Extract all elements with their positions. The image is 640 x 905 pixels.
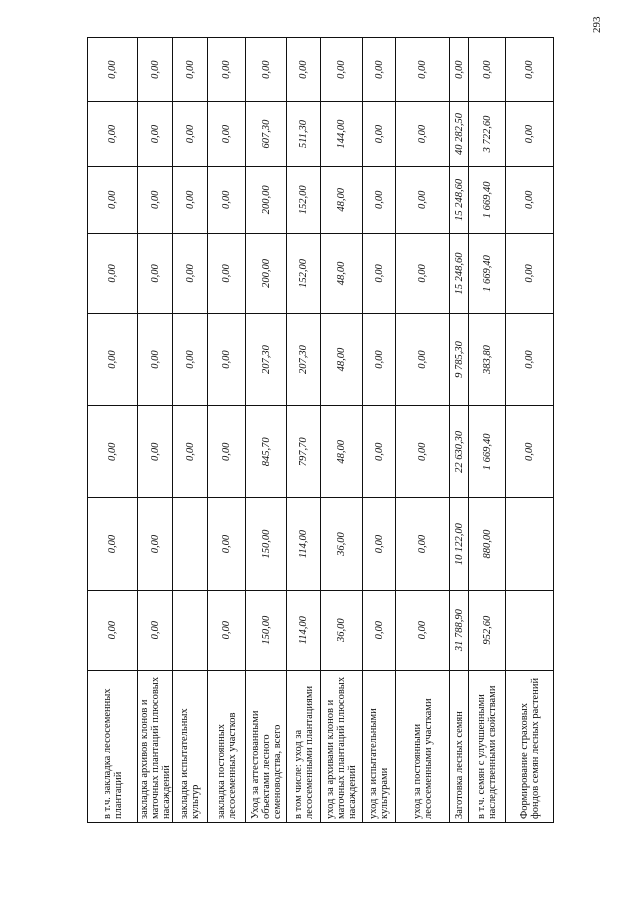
value-cell: 0,00 <box>363 313 396 405</box>
value-cell: 0,00 <box>138 406 173 498</box>
value-cell: 0,00 <box>363 590 396 670</box>
value-cell: 48,00 <box>321 166 363 233</box>
value-cell: 48,00 <box>321 406 363 498</box>
value-cell: 0,00 <box>138 38 173 102</box>
table-row <box>173 38 208 823</box>
value-cell: 0,00 <box>138 590 173 670</box>
value-cell: 0,00 <box>138 313 173 405</box>
seed-production-table <box>87 37 554 823</box>
row-label: в том числе: уход за лесосеменными плантациями <box>287 670 321 822</box>
value-cell: 31 788,90 <box>450 590 469 670</box>
table-row <box>363 38 396 823</box>
table-row <box>287 38 321 823</box>
row-label: уход за постоянными лесосеменными участками <box>396 670 450 822</box>
value-cell: 0,00 <box>287 38 321 102</box>
value-cell: 0,00 <box>396 102 450 166</box>
row-label: уход за архивами клонов и маточных плантаций плюсовых насаждений <box>321 670 363 822</box>
table-row <box>450 38 469 823</box>
value-cell: 0,00 <box>363 166 396 233</box>
value-cell: 0,00 <box>363 38 396 102</box>
table-row <box>246 38 287 823</box>
table-row <box>506 38 554 823</box>
row-label: уход за испытательными культурами <box>363 670 396 822</box>
value-cell: 48,00 <box>321 234 363 314</box>
value-cell <box>173 498 208 590</box>
value-cell: 383,80 <box>469 313 506 405</box>
value-cell: 0,00 <box>506 38 554 102</box>
value-cell: 0,00 <box>88 498 138 590</box>
value-cell: 0,00 <box>173 313 208 405</box>
value-cell: 0,00 <box>506 313 554 405</box>
value-cell: 15 248,60 <box>450 166 469 233</box>
value-cell: 0,00 <box>88 590 138 670</box>
value-cell: 0,00 <box>88 234 138 314</box>
value-cell: 200,00 <box>246 166 287 233</box>
value-cell: 0,00 <box>208 590 246 670</box>
table-row <box>321 38 363 823</box>
value-cell: 0,00 <box>138 166 173 233</box>
value-cell: 0,00 <box>88 313 138 405</box>
value-cell: 150,00 <box>246 498 287 590</box>
value-cell: 144,00 <box>321 102 363 166</box>
value-cell: 0,00 <box>88 102 138 166</box>
value-cell: 0,00 <box>450 38 469 102</box>
value-cell: 10 122,00 <box>450 498 469 590</box>
value-cell: 0,00 <box>506 166 554 233</box>
row-label: в т.ч. семян с улучшенными наследственными свойствами <box>469 670 506 822</box>
value-cell: 0,00 <box>138 234 173 314</box>
table-row <box>88 38 138 823</box>
value-cell: 0,00 <box>363 234 396 314</box>
value-cell: 0,00 <box>396 498 450 590</box>
value-cell: 36,00 <box>321 498 363 590</box>
value-cell: 0,00 <box>138 498 173 590</box>
value-cell: 0,00 <box>173 38 208 102</box>
value-cell: 150,00 <box>246 590 287 670</box>
page-number: 293 <box>591 16 603 33</box>
value-cell: 0,00 <box>138 102 173 166</box>
value-cell: 152,00 <box>287 166 321 233</box>
value-cell: 207,30 <box>287 313 321 405</box>
value-cell: 797,70 <box>287 406 321 498</box>
value-cell <box>506 498 554 590</box>
table-row <box>396 38 450 823</box>
value-cell: 0,00 <box>173 234 208 314</box>
value-cell: 0,00 <box>396 406 450 498</box>
value-cell: 0,00 <box>208 102 246 166</box>
value-cell: 0,00 <box>208 406 246 498</box>
row-label: закладка архивов клонов и маточных плантаций плюсовых насаждений <box>138 670 173 822</box>
value-cell <box>506 590 554 670</box>
value-cell: 0,00 <box>363 498 396 590</box>
value-cell: 40 282,50 <box>450 102 469 166</box>
value-cell: 36,00 <box>321 590 363 670</box>
value-cell: 845,70 <box>246 406 287 498</box>
value-cell: 0,00 <box>469 38 506 102</box>
value-cell: 200,00 <box>246 234 287 314</box>
value-cell: 1 669,40 <box>469 234 506 314</box>
value-cell: 607,30 <box>246 102 287 166</box>
value-cell: 0,00 <box>208 313 246 405</box>
value-cell: 1 669,40 <box>469 406 506 498</box>
value-cell: 0,00 <box>396 313 450 405</box>
value-cell: 0,00 <box>396 38 450 102</box>
value-cell: 0,00 <box>208 166 246 233</box>
row-label: Заготовка лесных семян <box>450 670 469 822</box>
value-cell: 880,00 <box>469 498 506 590</box>
value-cell: 0,00 <box>363 102 396 166</box>
table-row <box>138 38 173 823</box>
value-cell: 207,30 <box>246 313 287 405</box>
value-cell: 0,00 <box>506 234 554 314</box>
value-cell: 3 722,60 <box>469 102 506 166</box>
value-cell: 9 785,30 <box>450 313 469 405</box>
value-cell: 0,00 <box>506 102 554 166</box>
value-cell: 0,00 <box>506 406 554 498</box>
value-cell: 952,60 <box>469 590 506 670</box>
value-cell: 0,00 <box>173 406 208 498</box>
value-cell <box>173 590 208 670</box>
value-cell: 511,30 <box>287 102 321 166</box>
row-label: закладка постоянных лесосеменных участков <box>208 670 246 822</box>
value-cell: 0,00 <box>208 498 246 590</box>
value-cell: 0,00 <box>396 166 450 233</box>
value-cell: 0,00 <box>321 38 363 102</box>
value-cell: 114,00 <box>287 590 321 670</box>
value-cell: 15 248,60 <box>450 234 469 314</box>
value-cell: 0,00 <box>88 38 138 102</box>
row-label: в т.ч. закладка лесосеменных плантаций <box>88 670 138 822</box>
value-cell: 0,00 <box>208 234 246 314</box>
rotated-page-content <box>87 16 607 823</box>
value-cell: 48,00 <box>321 313 363 405</box>
value-cell: 152,00 <box>287 234 321 314</box>
value-cell: 0,00 <box>396 234 450 314</box>
row-label: закладка испытательных культур <box>173 670 208 822</box>
value-cell: 114,00 <box>287 498 321 590</box>
value-cell: 0,00 <box>363 406 396 498</box>
value-cell: 0,00 <box>208 38 246 102</box>
value-cell: 0,00 <box>396 590 450 670</box>
value-cell: 1 669,40 <box>469 166 506 233</box>
value-cell: 0,00 <box>246 38 287 102</box>
value-cell: 0,00 <box>173 166 208 233</box>
value-cell: 22 630,30 <box>450 406 469 498</box>
row-label: Уход за аттестованными объектами лесного семеноводства, всего <box>246 670 287 822</box>
table-body <box>88 38 554 823</box>
row-label: Формирование страховых фондов семян лесных растений <box>506 670 554 822</box>
value-cell: 0,00 <box>88 166 138 233</box>
table-row <box>469 38 506 823</box>
value-cell: 0,00 <box>88 406 138 498</box>
table-row <box>208 38 246 823</box>
value-cell: 0,00 <box>173 102 208 166</box>
